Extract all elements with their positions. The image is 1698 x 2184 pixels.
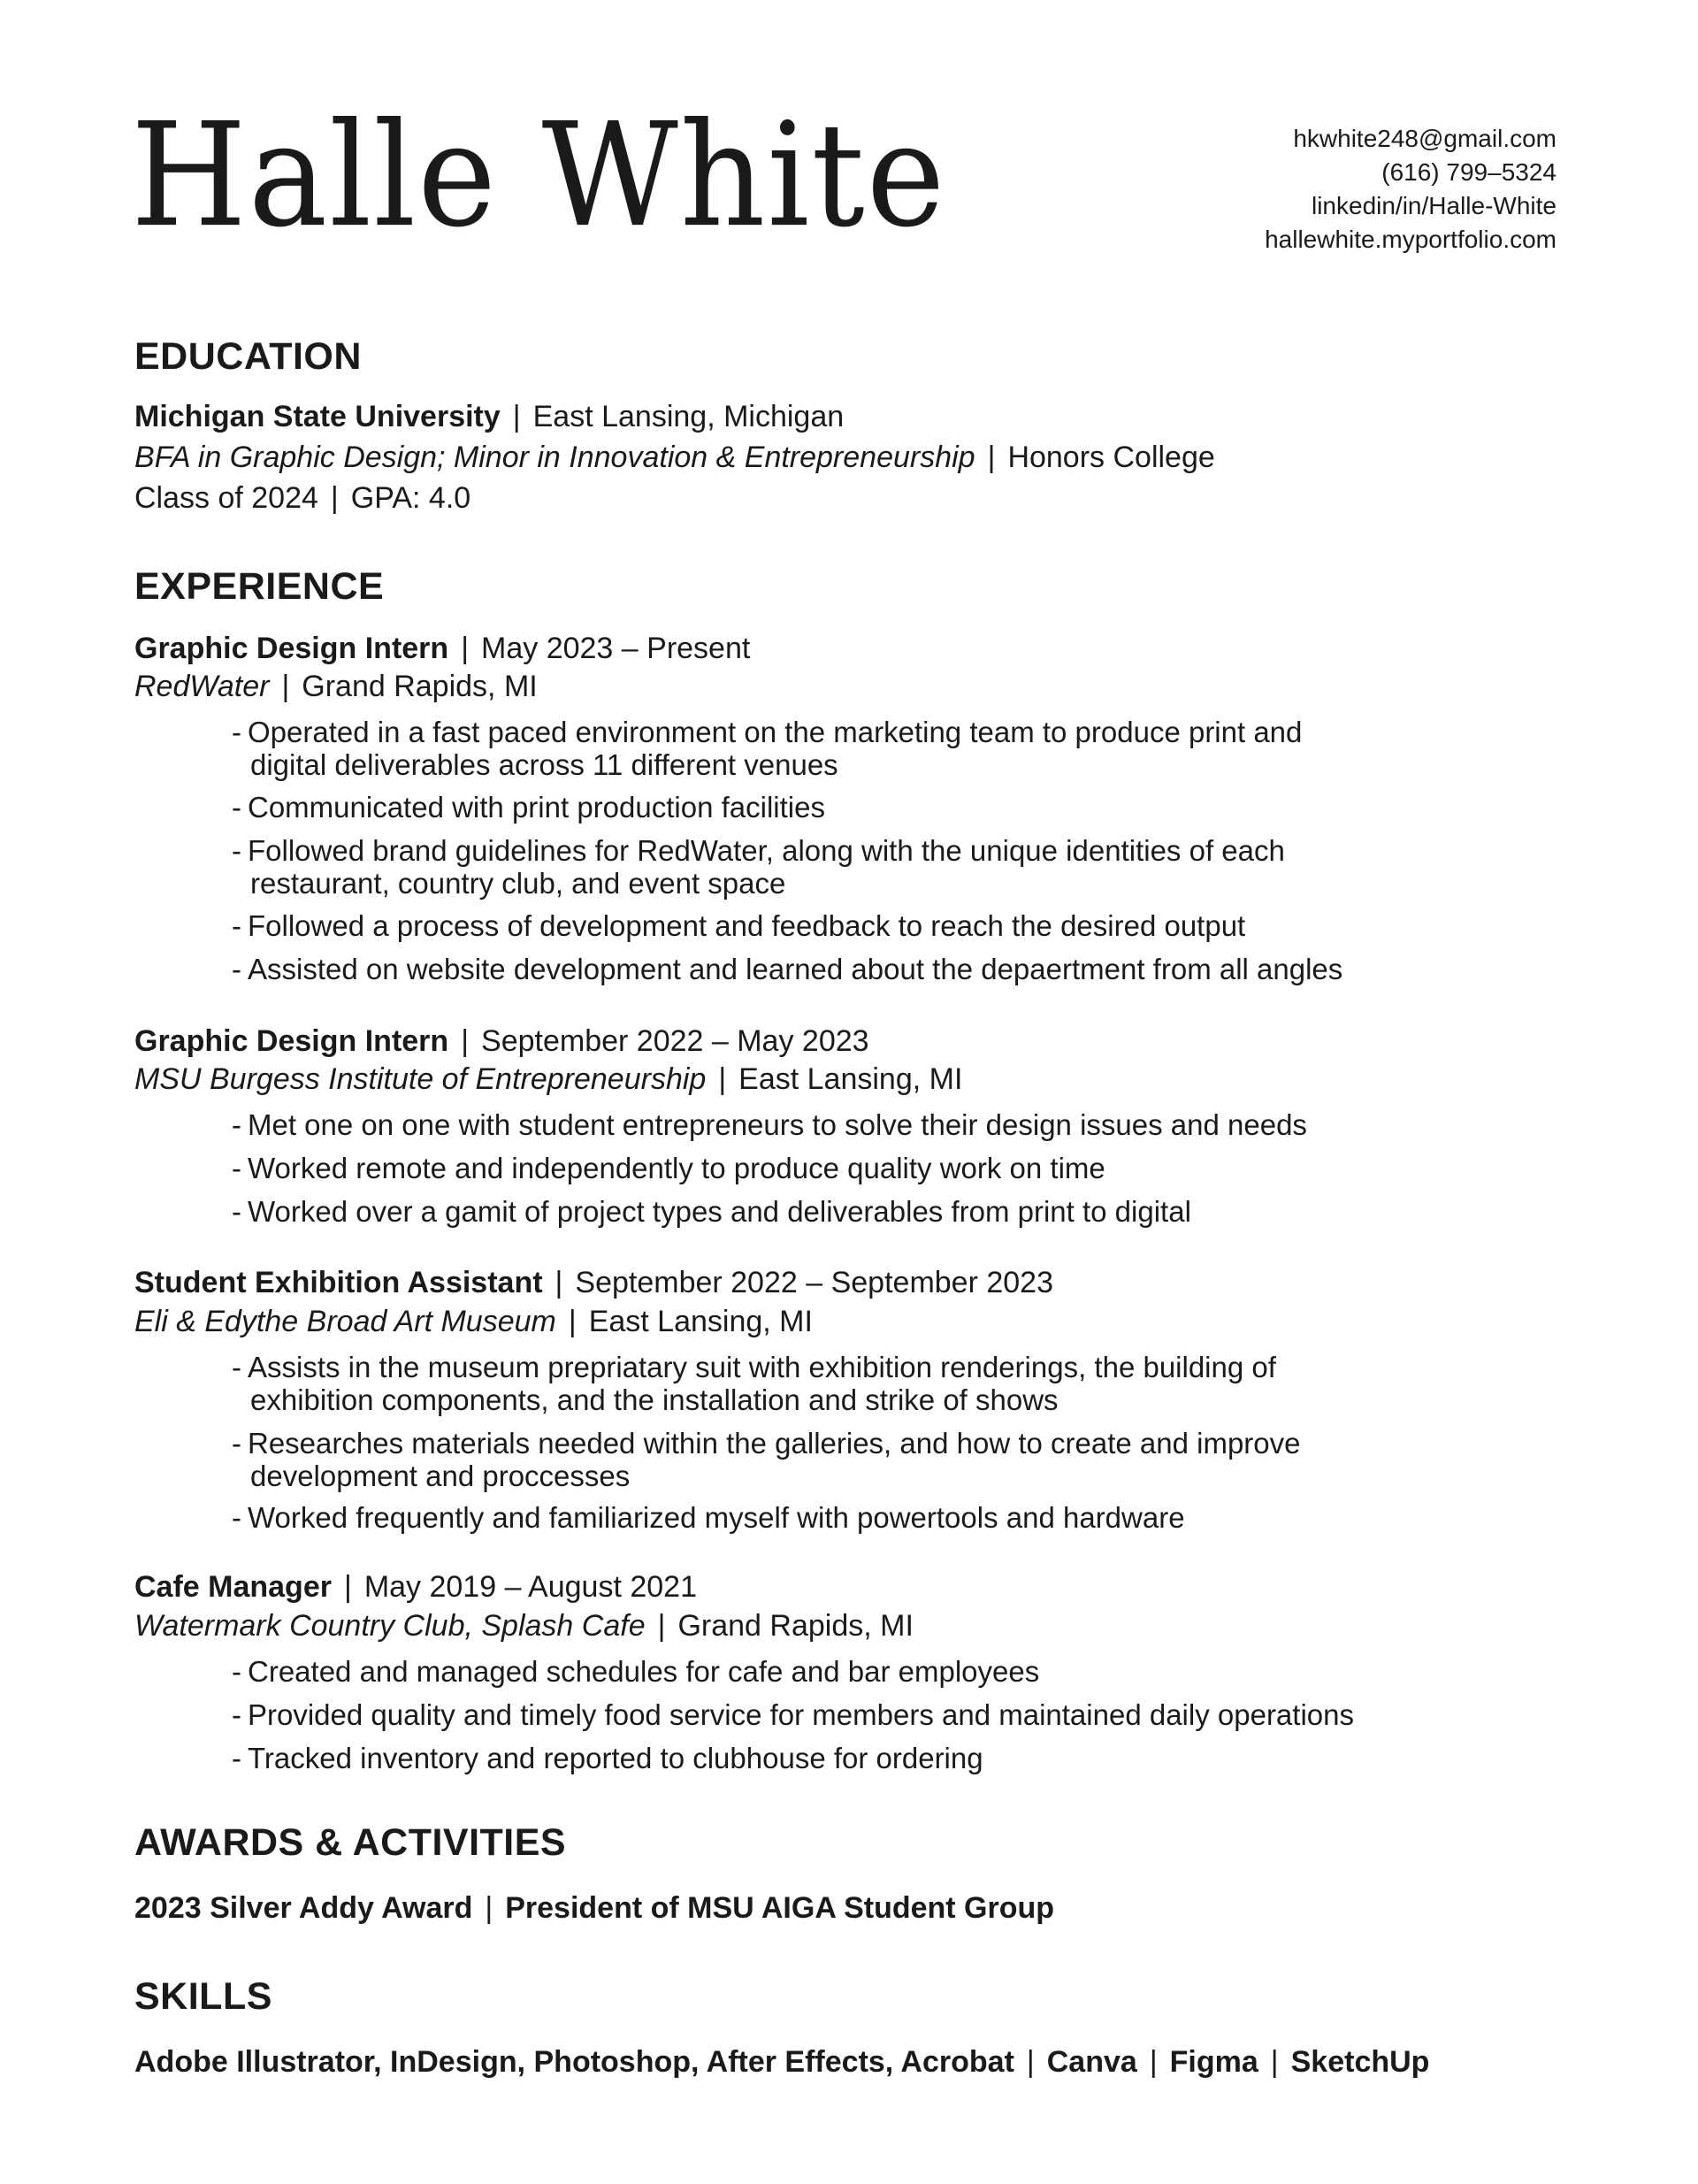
bullet-dash: - xyxy=(232,1427,241,1460)
education-school: Michigan State University xyxy=(134,400,501,433)
bullet-dash: - xyxy=(232,1195,241,1228)
bullet-dash: - xyxy=(232,1351,241,1383)
list-item xyxy=(232,791,825,824)
contact-portfolio[interactable]: hallewhite.myportfolio.com xyxy=(1265,226,1556,253)
bullet-dash: - xyxy=(232,909,241,942)
separator: | xyxy=(330,481,339,515)
bullet-text: Researches materials needed within the galleries, and how to create and improve xyxy=(248,1427,1301,1460)
job-role: Cafe Manager xyxy=(134,1570,332,1604)
bullet-dash: - xyxy=(232,1742,241,1774)
bullet-dash: - xyxy=(232,791,241,824)
job-role: Graphic Design Intern xyxy=(134,1024,449,1058)
job-place: Grand Rapids, MI xyxy=(677,1609,914,1643)
job-title-line xyxy=(134,1572,697,1602)
list-item xyxy=(232,1501,1185,1534)
job-dates: September 2022 – May 2023 xyxy=(481,1024,869,1058)
education-class: Class of 2024 xyxy=(134,481,318,515)
job-dates: May 2019 – August 2021 xyxy=(363,1570,697,1604)
bullet-text: Met one on one with student entrepreneurs to solve their design issues and needs xyxy=(248,1108,1307,1141)
job-place: East Lansing, MI xyxy=(738,1062,963,1096)
list-item xyxy=(232,1742,983,1774)
education-gpa: GPA: 4.0 xyxy=(350,481,471,515)
education-heading: EDUCATION xyxy=(134,335,362,378)
contact-email[interactable]: hkwhite248@gmail.com xyxy=(1293,125,1556,152)
list-item xyxy=(232,1698,1354,1731)
job-org-line xyxy=(134,1064,962,1094)
separator: | xyxy=(1270,2045,1279,2079)
skill-item: Adobe Illustrator, InDesign, Photoshop, After Effects, Acrobat xyxy=(134,2045,1014,2079)
job-place: East Lansing, MI xyxy=(588,1305,813,1338)
separator: | xyxy=(485,1891,493,1925)
contact-phone[interactable]: (616) 799–5324 xyxy=(1381,158,1556,186)
job-title-line xyxy=(134,633,750,663)
separator: | xyxy=(1149,2045,1158,2079)
bullet-text: Assists in the museum prepriatary suit with exhibition renderings, the building of xyxy=(248,1351,1276,1383)
list-item xyxy=(232,909,1245,942)
list-item xyxy=(232,1655,1039,1688)
job-title-line xyxy=(134,1268,1053,1298)
job-role: Student Exhibition Assistant xyxy=(134,1266,543,1299)
list-item xyxy=(232,1108,1307,1141)
bullet-dash: - xyxy=(232,1698,241,1731)
separator: | xyxy=(512,400,521,433)
skills-line xyxy=(134,2047,1429,2077)
job-org-line xyxy=(134,1611,914,1641)
job-org: RedWater xyxy=(134,670,270,703)
bullet-text: Communicated with print production facilities xyxy=(248,791,825,824)
skill-item: Figma xyxy=(1169,2045,1258,2079)
bullet-text-cont: digital deliverables across 11 different venues xyxy=(250,748,838,781)
job-org: Eli & Edythe Broad Art Museum xyxy=(134,1305,556,1338)
job-place: Grand Rapids, MI xyxy=(302,670,538,703)
separator: | xyxy=(461,1024,470,1058)
job-role: Graphic Design Intern xyxy=(134,632,449,665)
separator: | xyxy=(1026,2045,1035,2079)
bullet-text: Worked over a gamit of project types and deliverables from print to digital xyxy=(248,1195,1191,1228)
separator: | xyxy=(987,441,996,474)
bullet-text-cont: restaurant, country club, and event space xyxy=(250,867,786,900)
contact-linkedin[interactable]: linkedin/in/Halle-White xyxy=(1311,192,1556,219)
skill-item: SketchUp xyxy=(1290,2045,1430,2079)
bullet-text: Operated in a fast paced environment on the marketing team to produce print and xyxy=(248,716,1303,748)
separator: | xyxy=(343,1570,352,1604)
separator: | xyxy=(555,1266,563,1299)
bullet-dash: - xyxy=(232,1501,241,1534)
bullet-dash: - xyxy=(232,953,241,985)
award-item: 2023 Silver Addy Award xyxy=(134,1891,473,1925)
bullet-text: Provided quality and timely food service for members and maintained daily operations xyxy=(248,1698,1354,1731)
bullet-text: Worked remote and independently to produce quality work on time xyxy=(248,1152,1105,1184)
bullet-dash: - xyxy=(232,1152,241,1184)
job-dates: May 2023 – Present xyxy=(481,632,751,665)
list-item xyxy=(232,1152,1105,1184)
bullet-text: Worked frequently and familiarized myself with powertools and hardware xyxy=(248,1501,1185,1534)
bullet-text-cont: development and proccesses xyxy=(250,1460,631,1492)
separator: | xyxy=(461,632,470,665)
education-location: East Lansing, Michigan xyxy=(532,400,845,433)
bullet-text: Followed a process of development and feedback to reach the desired output xyxy=(248,909,1246,942)
bullet-text: Followed brand guidelines for RedWater, along with the unique identities of each xyxy=(248,834,1285,867)
list-item xyxy=(232,1427,1301,1492)
bullet-dash: - xyxy=(232,716,241,748)
bullet-text-cont: exhibition components, and the installation and strike of shows xyxy=(250,1383,1059,1416)
experience-heading: EXPERIENCE xyxy=(134,565,385,608)
list-item xyxy=(232,1351,1276,1416)
separator: | xyxy=(568,1305,577,1338)
list-item xyxy=(232,1195,1191,1228)
separator: | xyxy=(718,1062,727,1096)
bullet-text: Assisted on website development and learned about the depaertment from all angles xyxy=(248,953,1343,985)
education-class-line xyxy=(134,483,470,513)
job-title-line xyxy=(134,1026,869,1056)
education-school-line xyxy=(134,402,844,432)
job-org: Watermark Country Club, Splash Cafe xyxy=(134,1609,646,1643)
separator: | xyxy=(657,1609,666,1643)
award-item: President of MSU AIGA Student Group xyxy=(505,1891,1055,1925)
bullet-dash: - xyxy=(232,834,241,867)
bullet-dash: - xyxy=(232,1655,241,1688)
bullet-text: Created and managed schedules for cafe and bar employees xyxy=(248,1655,1040,1688)
list-item xyxy=(232,953,1342,985)
job-org-line xyxy=(134,1307,813,1337)
bullet-text: Tracked inventory and reported to clubhouse for ordering xyxy=(248,1742,983,1774)
list-item xyxy=(232,834,1285,900)
awards-heading: AWARDS & ACTIVITIES xyxy=(134,1821,567,1864)
list-item xyxy=(232,716,1302,781)
separator: | xyxy=(281,670,290,703)
education-degree-line xyxy=(134,442,1215,472)
awards-line xyxy=(134,1893,1054,1923)
skill-item: Canva xyxy=(1046,2045,1137,2079)
skills-heading: SKILLS xyxy=(134,1975,272,2018)
job-org-line xyxy=(134,671,538,701)
job-org: MSU Burgess Institute of Entrepreneurship xyxy=(134,1062,707,1096)
job-dates: September 2022 – September 2023 xyxy=(575,1266,1053,1299)
education-honors: Honors College xyxy=(1007,441,1215,474)
bullet-dash: - xyxy=(232,1108,241,1141)
contact-block xyxy=(1265,122,1556,257)
resume-name: Halle White xyxy=(131,93,947,259)
education-degree: BFA in Graphic Design; Minor in Innovation & Entrepreneurship xyxy=(134,441,975,474)
